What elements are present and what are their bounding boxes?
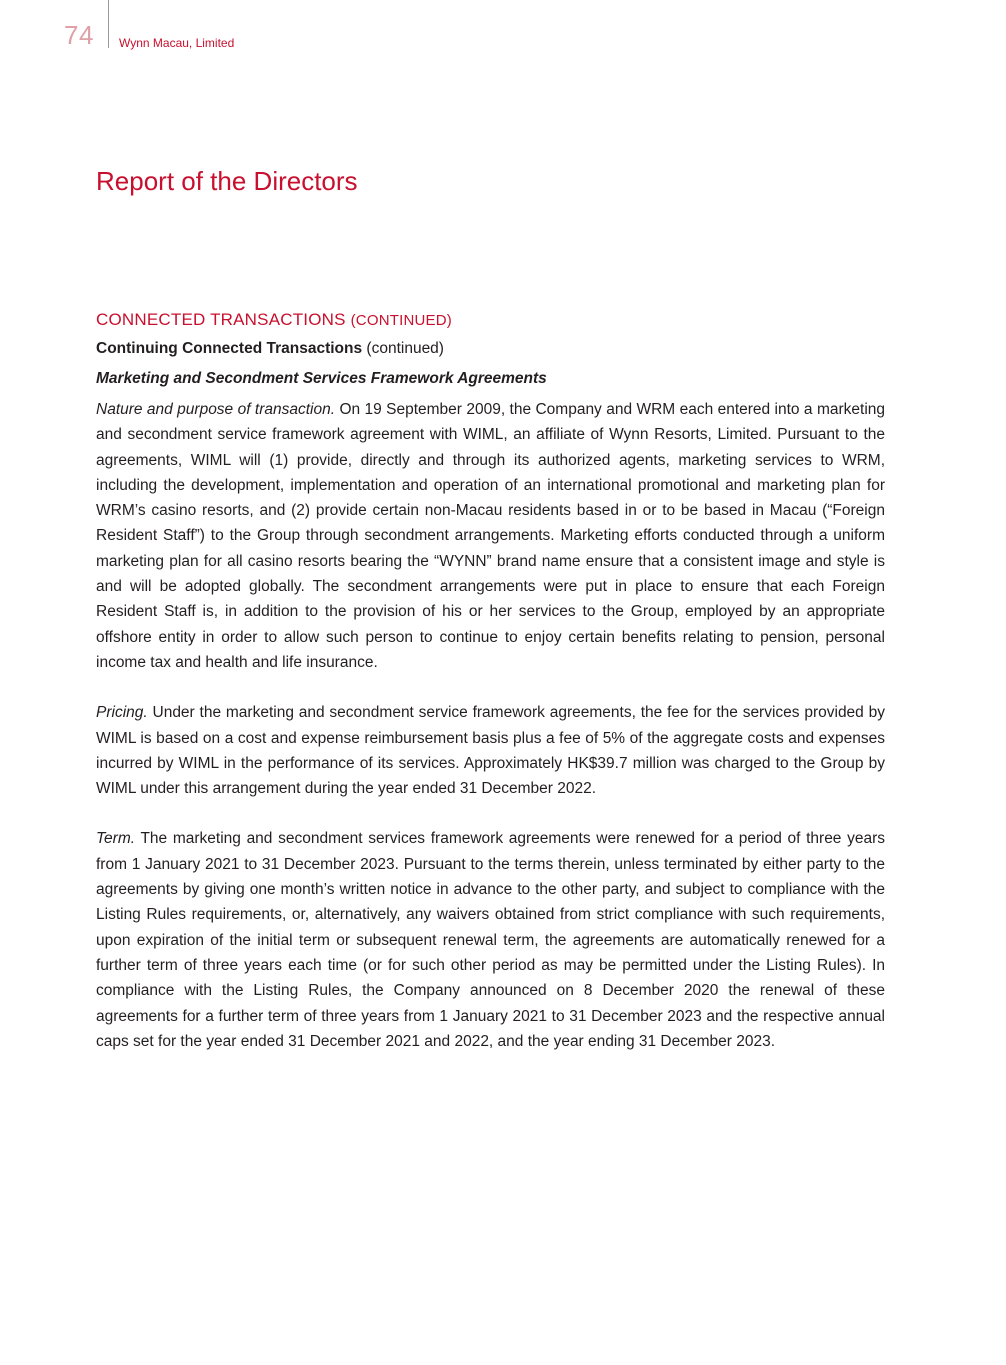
nature-text: On 19 September 2009, the Company and WRM each entered into a marketing and secondment service framework agreement with WIML, an affiliate of Wynn Resorts, Limited. Pursuant to the agreements, WIML will (1) provide, directly and through its authorized agents, marketing services to WRM, including the development, implementation and operation of an international promotional and marketing plan for WRM’s casino resorts, and (2) provide certain non-Macau residents based in or to be based in Macau (“Foreign Resident Staff”) to the Group through secondment arrangements. Marketing efforts conducted through a uniform marketing plan for all casino resorts bearing the “WYNN” brand name ensure that a consistent image and style is and will be adopted globally. The secondment arrangements were put in place to ensure that each Foreign Resident Staff is, in addition to the provision of his or her services to the Group, employed by an appropriate offshore entity in order to allow such person to continue to enjoy certain benefits relating to pension, personal income tax and health and life insurance.	[96, 401, 886, 671]
term-label: Term.	[96, 830, 136, 848]
agreement-heading: Marketing and Secondment Services Framework Agreements	[96, 370, 547, 387]
subheading-text: Continuing Connected Transactions	[96, 340, 363, 357]
term-text: The marketing and secondment services framework agreements were renewed for a period of three years from 1 January 2021 to 31 December 2023. Pursuant to the terms therein, unless terminated by either party to the agreements by giving one month’s written notice in advance to the other party, and subject to compliance with the Listing Rules requirements, or, alternatively, any waivers obtained from strict compliance with such requirements, upon expiration of the initial term or subsequent renewal term, the agreements are automatically renewed for a further term of three years each time (or for such other period as may be permitted under the Listing Rules). In compliance with the Listing Rules, the Company announced on 8 December 2020 the renewal of these agreements for a further term of three years from 1 January 2021 to 31 December 2023 and the respective annual caps set for the year ended 31 December 2021 and 2022, and the year ending 31 December 2023.	[96, 830, 886, 1050]
section-heading-text: CONNECTED TRANSACTIONS	[96, 310, 346, 329]
nature-label: Nature and purpose of transaction.	[96, 401, 336, 418]
term-paragraph	[96, 826, 885, 1054]
section-heading-suffix: (CONTINUED)	[350, 312, 452, 329]
header-divider	[108, 0, 109, 48]
section-heading	[96, 310, 885, 330]
page-title: Report of the Directors	[96, 166, 358, 196]
subheading-suffix: (continued)	[366, 340, 444, 357]
nature-paragraph	[96, 397, 885, 675]
company-name: Wynn Macau, Limited	[119, 36, 235, 50]
page-number: 74	[64, 20, 94, 50]
pricing-text: Under the marketing and secondment service framework agreements, the fee for the services provided by WIML is based on a cost and expense reimbursement basis plus a fee of 5% of the aggregate costs and expenses incurred by WIML in the performance of its services. Approximately HK$39.7 million was charged to the Group by WIML under this arrangement during the year ended 31 December 2022.	[96, 704, 885, 798]
pricing-paragraph	[96, 700, 885, 801]
main-content	[96, 310, 885, 1054]
subheading	[96, 338, 885, 360]
pricing-label: Pricing.	[96, 704, 148, 722]
